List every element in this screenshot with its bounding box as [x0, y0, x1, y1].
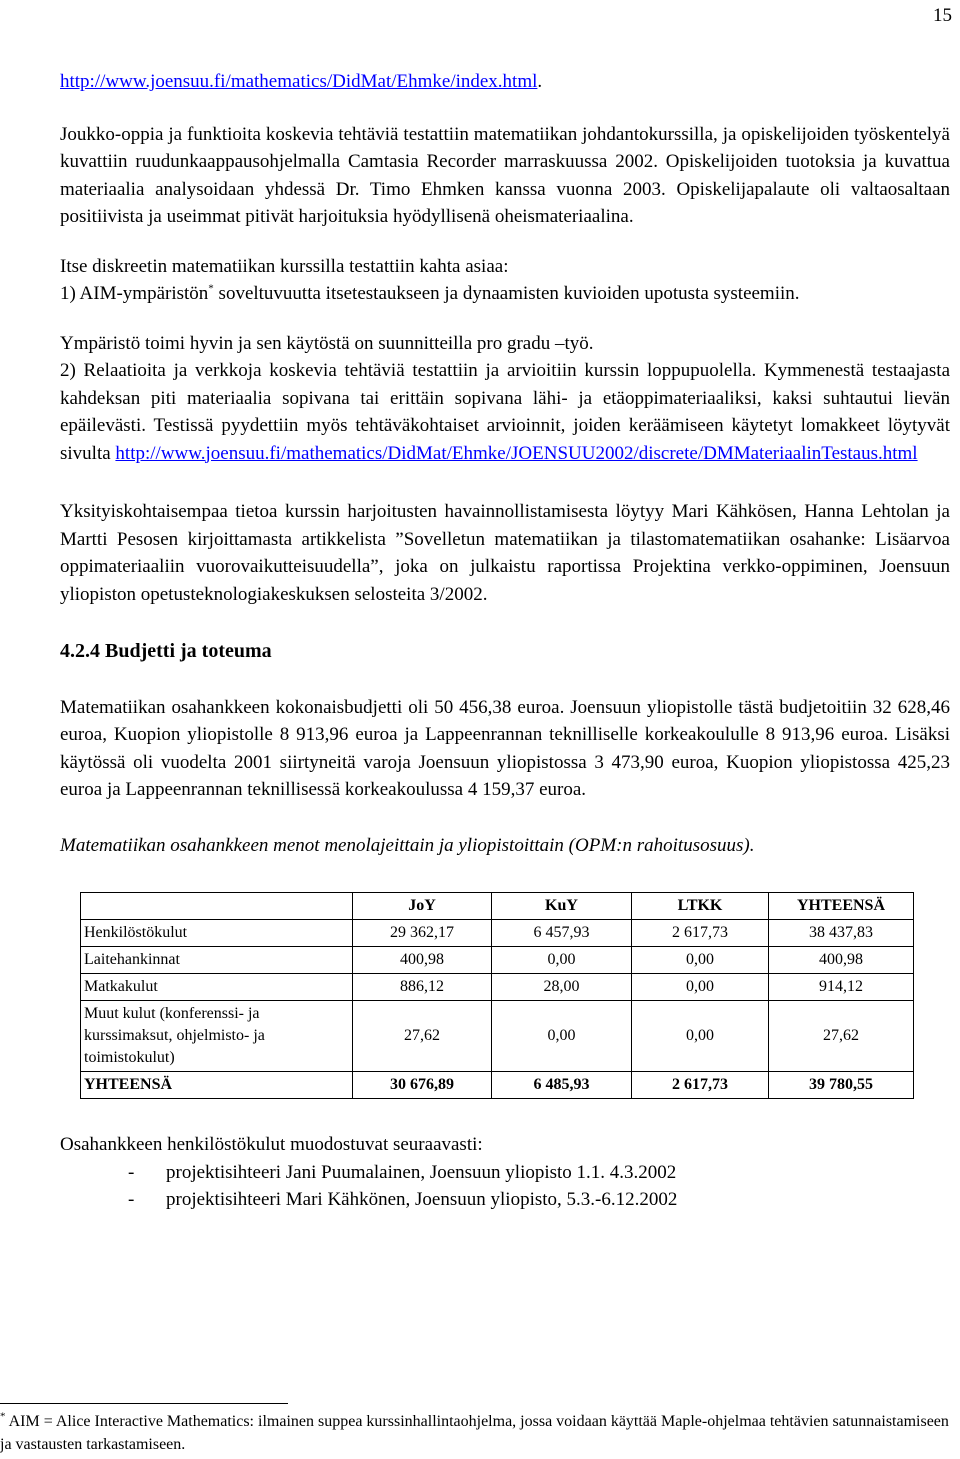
list-item-text: projektisihteeri Jani Puumalainen, Joensuun yliopisto 1.1. 4.3.2002 [166, 1161, 677, 1183]
header-cell-blank [81, 893, 353, 920]
intro-link-line [60, 68, 950, 96]
link-period: . [537, 71, 543, 92]
cell-joy: 29 362,17 [353, 920, 492, 947]
paragraph-set-theory-tasks: Joukko-oppia ja funktioita koskevia tehtäviä testattiin matematiikan johdantokurssilla, ja opiskelijoiden työskentelyä kuvattiin ruudunkaappausohjelmalla Camtasia Recorder marraskuussa 2002. Opiskelijoiden tuotoksia ja kuvattua materiaalia analysoidaan yhdessä Dr. Timo Ehmken kanssa vuonna 2003. Opiskelijapalaute oli valtaosaltaan positiivista ja useimmat pitivät harjoituksia hyödyllisenä oheismateriaalina. [60, 123, 950, 227]
list-dash: - [128, 1189, 135, 1210]
total-joy: 30 676,89 [353, 1072, 492, 1099]
budget-table [80, 892, 914, 1099]
paragraph-environment-worked: Ympäristö toimi hyvin ja sen käytöstä on suunnitteilla pro gradu –työ. [60, 332, 594, 354]
table-row [81, 920, 914, 947]
relations-text: 2) Relaatioita ja verkkoja koskevia tehtäviä testattiin ja arvioitiin kurssin loppupuolella. Kymmenestä testaajasta kahdeksan piti materiaalia sopivana tai erittäin sopivana lähi- ja etäoppimateriaaliksi, kaksi suhtautui lievän epäilevästi. Testissä pyydettiin myös tehtäväkohtaiset arvioinnit, joiden keräämiseen käytetyt lomakkeet löytyvät sivulta [60, 360, 950, 464]
cell-joy: 27,62 [353, 1001, 492, 1072]
total-ltkk: 2 617,73 [632, 1072, 769, 1099]
dm-testaus-link[interactable]: http://www.joensuu.fi/mathematics/DidMat/Ehmke/JOENSUU2002/discrete/DMMateriaalinTestaus.html [115, 442, 918, 464]
list-item-text: projektisihteeri Mari Kähkönen, Joensuun yliopisto, 5.3.-6.12.2002 [166, 1189, 678, 1210]
table-total-row [81, 1072, 914, 1099]
paragraph-aim-environment [60, 280, 950, 308]
row-label: Matkakulut [81, 974, 353, 1001]
header-cell-kuy: KuY [492, 893, 632, 920]
footnote-mark: * [0, 1410, 6, 1423]
table-caption: Matematiikan osahankkeen menot menolajeittain ja yliopistoittain (OPM:n rahoitusosuus). [60, 834, 755, 856]
personnel-intro: Osahankkeen henkilöstökulut muodostuvat seuraavasti: [60, 1134, 483, 1155]
table-row [81, 1001, 914, 1072]
footnote-reference: * [208, 282, 214, 295]
total-sum: 39 780,55 [769, 1072, 914, 1099]
paragraph-relations-graphs [60, 357, 950, 467]
document-body [60, 68, 950, 1214]
header-cell-total: YHTEENSÄ [769, 893, 914, 920]
header-cell-ltkk: LTKK [632, 893, 769, 920]
list-item [128, 1159, 950, 1187]
footnote-text: AIM = Alice Interactive Mathematics: ilmainen suppea kurssinhallintaohjelma, jossa voidaan käyttää Maple-ohjelmaa tehtävien satunnaistamiseen ja vastausten tarkastamiseen. [0, 1413, 949, 1453]
cell-kuy: 28,00 [492, 974, 632, 1001]
cell-total: 400,98 [769, 947, 914, 974]
total-label: YHTEENSÄ [81, 1072, 353, 1099]
row-label: Muut kulut (konferenssi- ja kurssimaksut, ohjelmisto- ja toimistokulut) [81, 1001, 353, 1072]
table-header-row [81, 893, 914, 920]
list-dash: - [128, 1161, 135, 1183]
paragraph-discrete-course-intro: Itse diskreetin matematiikan kurssilla testattiin kahta asiaa: [60, 255, 509, 277]
cell-total: 914,12 [769, 974, 914, 1001]
table-row [81, 974, 914, 1001]
cell-ltkk: 0,00 [632, 947, 769, 974]
ehmke-index-link[interactable]: http://www.joensuu.fi/mathematics/DidMat/Ehmke/index.html [60, 71, 538, 92]
table-row [81, 947, 914, 974]
aim-text-start: 1) AIM-ympäristön [60, 283, 209, 304]
personnel-list [60, 1159, 950, 1214]
cell-kuy: 0,00 [492, 1001, 632, 1072]
cell-ltkk: 2 617,73 [632, 920, 769, 947]
footnote [0, 1410, 950, 1456]
total-kuy: 6 485,93 [492, 1072, 632, 1099]
footnote-divider [0, 1403, 288, 1404]
list-item [128, 1186, 950, 1214]
header-cell-joy: JoY [353, 893, 492, 920]
section-heading-budget: 4.2.4 Budjetti ja toteuma [60, 640, 272, 662]
cell-total: 38 437,83 [769, 920, 914, 947]
cell-kuy: 0,00 [492, 947, 632, 974]
cell-ltkk: 0,00 [632, 1001, 769, 1072]
paragraph-budget-summary: Matematiikan osahankkeen kokonaisbudjetti oli 50 456,38 euroa. Joensuun yliopistolle tästä budjetoitiin 32 628,46 euroa, Kuopion yliopistolle 8 913,96 euroa ja Lappeenrannan teknilliselle korkeakoululle 8 913,96 euroa. Lisäksi käytössä oli vuodelta 2001 siirtyneitä varoja Joensuun yliopistossa 3 473,90 euroa, Kuopion yliopistossa 425,23 euroa ja Lappeenrannan teknillisessä korkeakoulussa 4 159,37 euroa. [60, 696, 950, 800]
cell-kuy: 6 457,93 [492, 920, 632, 947]
row-label: Laitehankinnat [81, 947, 353, 974]
row-label: Henkilöstökulut [81, 920, 353, 947]
cell-total: 27,62 [769, 1001, 914, 1072]
aim-text-end: soveltuvuutta itsetestaukseen ja dynaamisten kuvioiden upotusta systeemiin. [213, 283, 800, 304]
cell-joy: 400,98 [353, 947, 492, 974]
cell-ltkk: 0,00 [632, 974, 769, 1001]
paragraph-further-information: Yksityiskohtaisempaa tietoa kurssin harjoitusten havainnollistamisesta löytyy Mari Kähkösen, Hanna Lehtolan ja Martti Pesosen kirjoittamasta artikkelista ”Sovelletun matematiikan ja tilastomatematiikan osahanke: Lisäarvoa oppimateriaaliin vuorovaikutteisuudella”, joka on julkaistu raportissa Projektina verkko-oppiminen, Joensuun yliopiston opetusteknologiakeskuksen selosteita 3/2002. [60, 501, 950, 605]
page-number: 15 [933, 5, 952, 26]
cell-joy: 886,12 [353, 974, 492, 1001]
